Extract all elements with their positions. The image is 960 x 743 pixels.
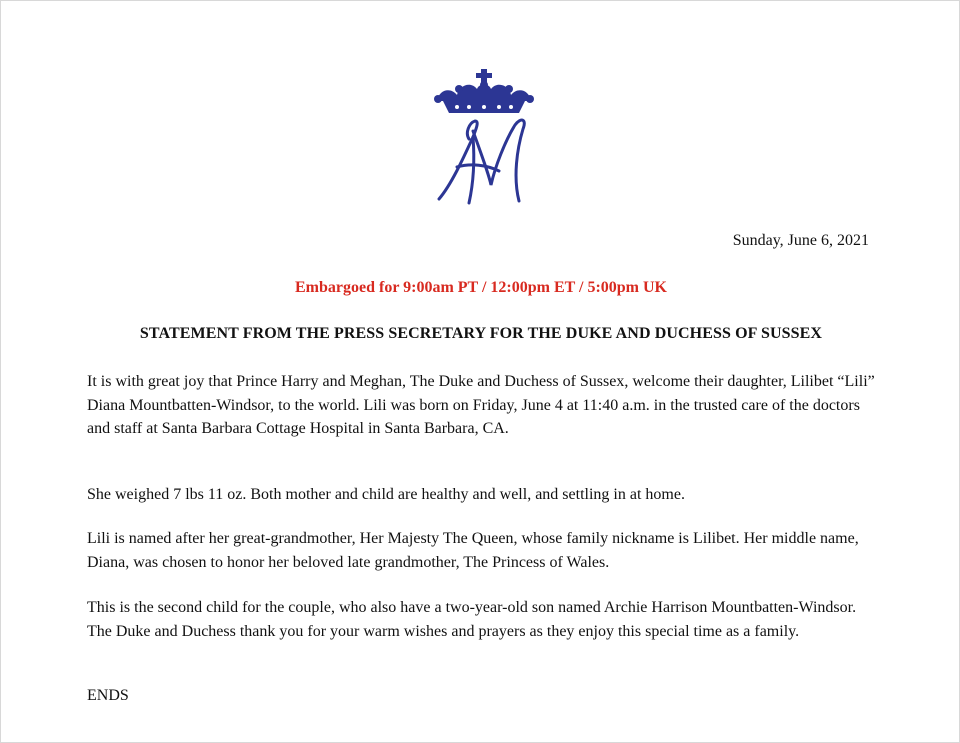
paragraph-birth-announcement: It is with great joy that Prince Harry and Meghan, The Duke and Duchess of Sussex, welcome their daughter, Lilibet “Lili” Diana Mountbatten-Windsor, to the world. Lili was born on Friday, June 4 at 11:40 a.m. in the trusted care of the doctors and staff at Santa Barbara Cottage Hospital in Santa Barbara, CA.	[87, 373, 875, 437]
paragraph-weight: She weighed 7 lbs 11 oz. Both mother and child are healthy and well, and settling in at home.	[87, 486, 685, 503]
ends-marker: ENDS	[87, 687, 129, 704]
release-date: Sunday, June 6, 2021	[732, 232, 869, 249]
paragraph-family: This is the second child for the couple, who also have a two-year-old son named Archie Harrison Mountbatten-Windsor. The Duke and Duchess thank you for your warm wishes and prayers as they enjoy this special time as a family.	[87, 599, 857, 640]
embargo-notice: Embargoed for 9:00am PT / 12:00pm ET / 5:00pm UK	[294, 279, 667, 296]
statement-heading: STATEMENT FROM THE PRESS SECRETARY FOR THE DUKE AND DUCHESS OF SUSSEX	[139, 325, 823, 342]
crown-monogram-icon	[429, 67, 539, 209]
paragraph-name-origin: Lili is named after her great-grandmother, Her Majesty The Queen, whose family nickname is Lilibet. Her middle name, Diana, was chosen to honor her beloved late grandmother, The Princess of Wales.	[87, 530, 859, 571]
